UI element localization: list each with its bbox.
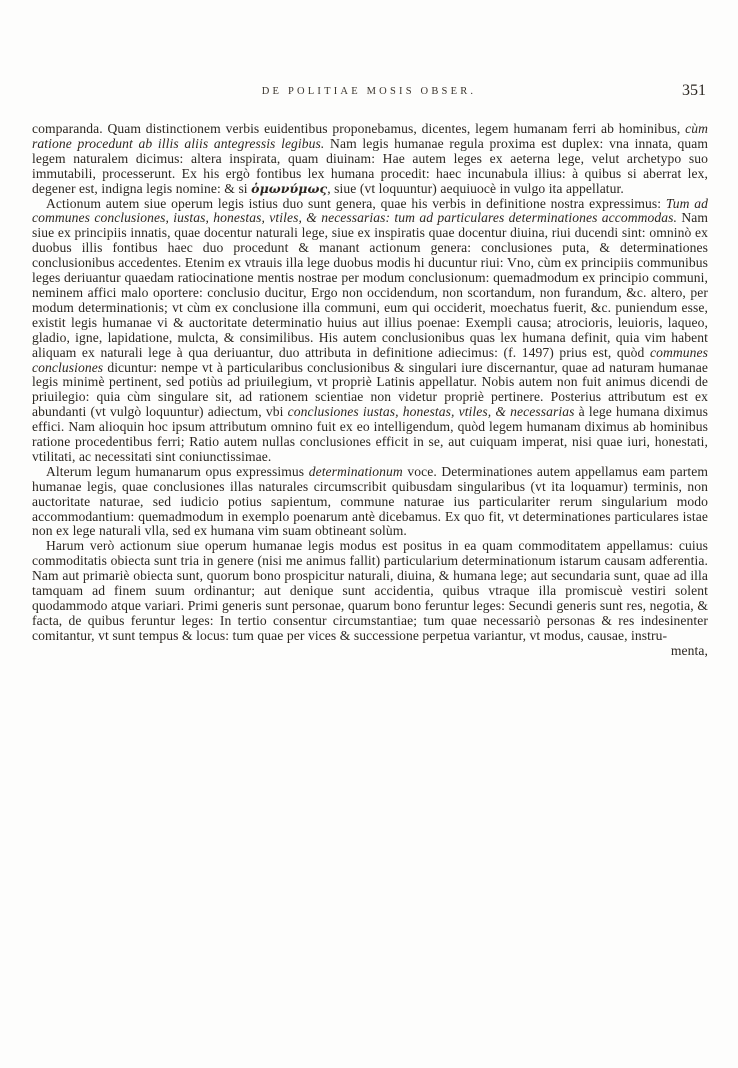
- text-run: comparanda. Quam distinctionem verbis euidentibus proponebamus, dicentes, legem humanam ferri ab hominibus,: [32, 121, 686, 136]
- paragraph-4: [32, 539, 708, 643]
- greek-text: ὁμωνύμως: [251, 180, 328, 196]
- text-run: Actionum autem siue operum legis istius duo sunt genera, quae his verbis in definitione nostra expressimus:: [46, 195, 666, 211]
- text-run: Nam legis humanae regula proxima est duplex: vna innata, quam legem naturalem dicimus: altera inspirata, quam diuinam: Hae autem leges ex aeterna lege, velut archetypo suo immutabili, processerunt. Ex his ergò fontibus lex humana procedit: haec incunabula illius: à quibus si aberrat lex, degener est, indigna legis nomine: & si: [32, 135, 708, 196]
- text-run: Harum verò actionum siue operum humanae legis modus est positus in ea quam commoditatem appellamus: cuius commoditatis obiecta sunt tria in genere (nisi me animus fallit) particularium determinationum istarum causam adferentia. Nam aut primariè obiecta sunt, quorum bono prospicitur naturali, diuina, & humana lege; aut secundaria sunt, quae ad illa tamquam ad finem suum ordinantur; aut denique sunt accidentia, quibus vtraque illa promiscuè vestiri solent quodammodo atque variari. Primi generis sunt personae, quarum bono feruntur leges: Secundi generis sunt res, negotia, & facta, de quibus feruntur leges: In tertio consentur circumstantiae; tum quae necessariò personas & res indesinenter comitantur, vt sunt tempus & locus: tum quae per vices & successione perpetua variantur, vt modus, causae, instru-: [32, 538, 708, 643]
- text-run: à lege humana diximus effici. Nam alioquin hoc ipsum attributum omnino fuit ex eo intelligendum, quòd legem humanam diximus ab hominibus ratione procedentibus ferri; Ratio autem nullas conclusiones efficit in se, aut cuiquam imperat, nisi quae iuri, honestati, vtilitati, ac necessitati sint coniunctissimae.: [32, 404, 708, 464]
- text-run: , siue (vt loquuntur) aequiuocè in vulgo ita appellatur.: [327, 180, 624, 196]
- text-run: voce. Determinationes autem appellamus eam partem humanae legis, quae conclusiones illas naturales circumscribit quibusdam singularibus (vt ita loquamur) terminis, non auctoritate naturae, sed iudicio potius sapientum, commune naturae ius particulariter rerum singularium modo accommodantium: quemadmodum in exemplo poenarum antè dicebamus. Ex quo fit, vt determinationes particulares istae non ex lege naturali vlla, sed ex humana vim suam obtineant solùm.: [32, 463, 708, 539]
- italic-text: determinationum: [308, 463, 403, 479]
- catchword: menta,: [670, 642, 708, 658]
- paragraph-2: [32, 197, 708, 465]
- page-header: [32, 82, 706, 104]
- text-run: Alterum legum humanarum opus expressimus: [46, 463, 309, 479]
- italic-text: Tum ad communes conclusiones, iustas, honestas, vtiles, & necessarias: tum ad particulares determinationes accommodas.: [32, 195, 708, 226]
- body-text: [32, 122, 708, 659]
- italic-text: cùm ratione procedunt ab illis aliis antegressis legibus.: [32, 121, 708, 151]
- text-run: dicuntur: nempe vt à particularibus conclusionibus & singulari iure discernantur, quae ad naturam humanae legis minimè pertinent, sed potiùs ad priuilegium, vt propriè Latinis appellatur. Nobis autem non fuit animus dicendi de priuilegio: quia cùm singulare sit, ad rationem scientiae non videtur propriè pertinere. Posterius attributum est ex abundanti (vt vulgò loquuntur) adiectum, vbi: [32, 359, 708, 420]
- paragraph-1: [32, 122, 708, 197]
- running-head: DE POLITIAE MOSIS OBSER.: [261, 86, 477, 97]
- italic-text: conclusiones iustas, honestas, vtiles, & necessarias: [287, 404, 575, 420]
- paragraph-3: [32, 465, 708, 540]
- text-run: Nam siue ex principiis innatis, quae docentur naturali lege, siue ex inspiratis quae docentur diuina, riui ducendi sint: omninò ex duobus illis fontibus haec duo procedunt & manant actionum genera: conclusiones puta, & determinationes conclusionibus accedentes. Etenim ex vtrauis illa lege duobus modis hi ducuntur riui: Vno, cùm ex principiis communibus leges deriuantur quaedam ratiocinatione mentis nostrae per modum conclusionum: quemadmodum ex principio communi, neminem affici malo oportere: conclusio ducitur, Ergo non occidendum, non scortandum, non furandum, &c. altero, per modum determinationis; vt cùm ex conclusione illa communi, eum qui occiderit, moechatus fuerit, &c. puniendum esse, existit legis humanae vi & auctoritate determinatio huius aut illius poenae: Exempli causa; atrocioris, leuioris, laqueo, gladio, igne, lapidatione, mulcta, & consimilibus. His autem conclusionibus quas lex humana definit, quia vim habent aliquam ex naturali lege à qua deriuantur, duo attributa in definitione adiecimus: (f. 1497) prius est, quòd: [32, 210, 708, 360]
- page-number: 351: [682, 82, 706, 99]
- italic-text: communes conclusiones: [32, 344, 708, 375]
